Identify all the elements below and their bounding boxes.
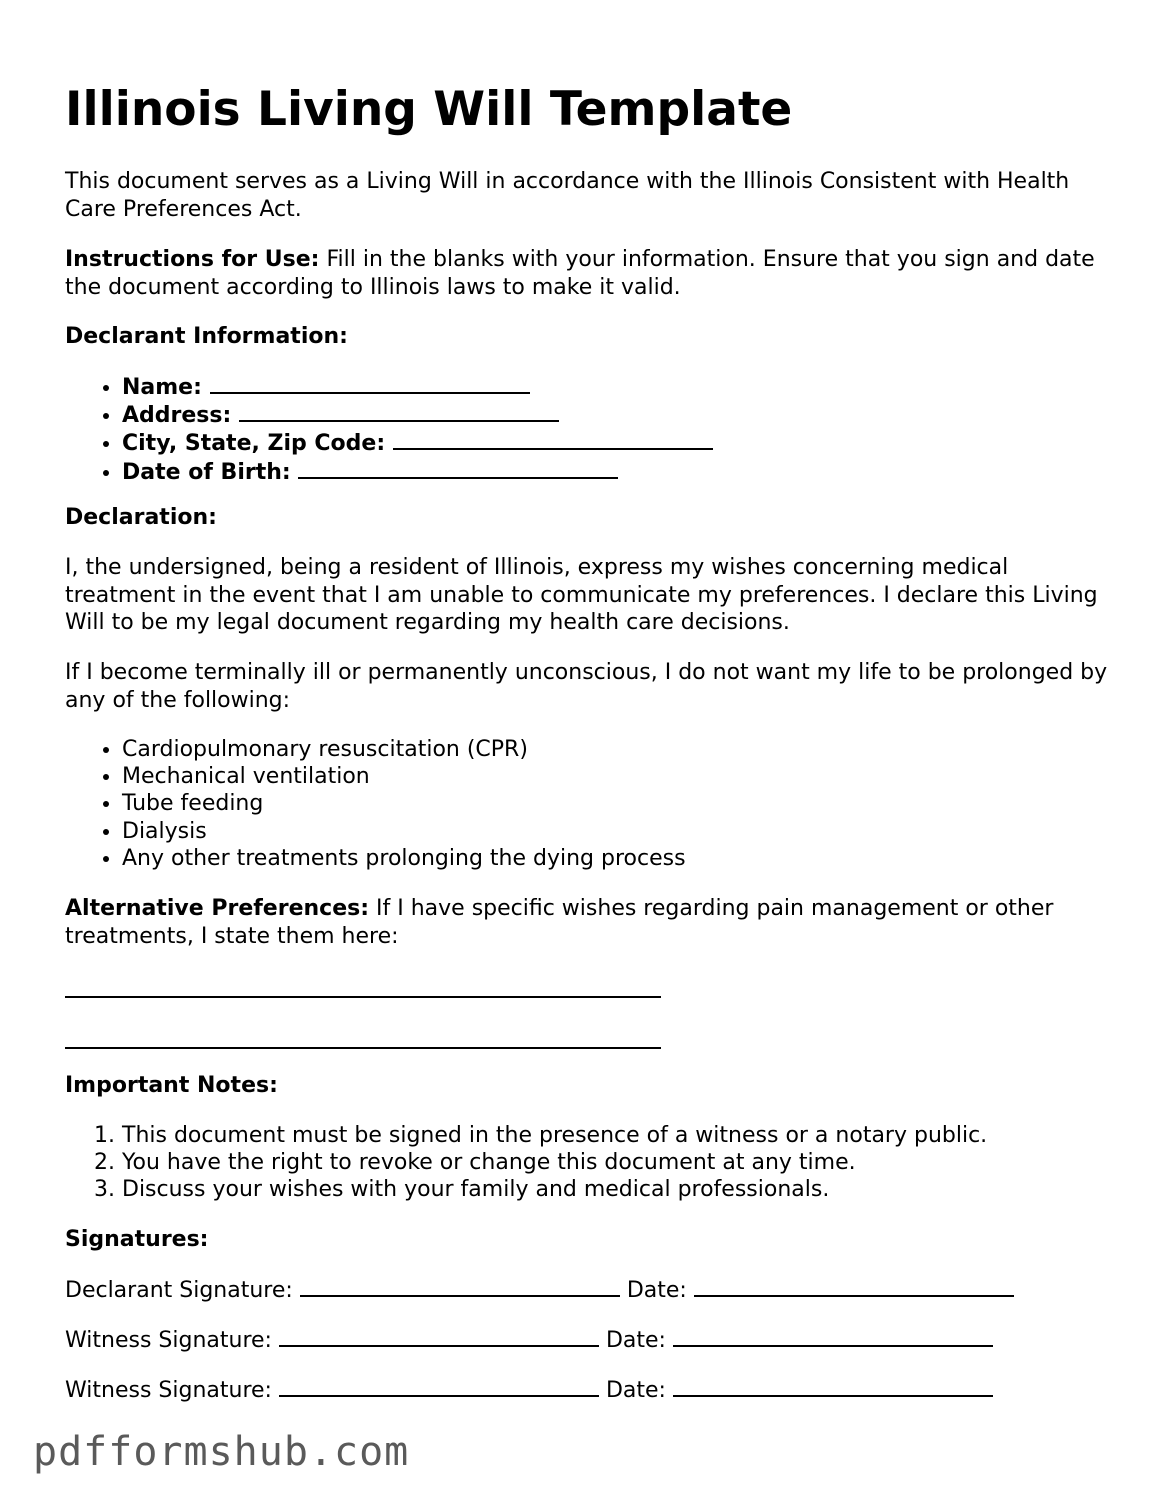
- declarant-heading-block: [65, 323, 1125, 351]
- city-state-zip-blank[interactable]: [393, 429, 713, 450]
- declaration-heading-block: [65, 504, 1125, 532]
- declarant-field-city-state-zip: [122, 429, 1125, 457]
- signatures-heading-block: [65, 1226, 1125, 1254]
- alternative-blank-2[interactable]: [65, 1047, 661, 1049]
- alternative-text: If I have specific wishes regarding pain management or other treatments, I state them here:: [65, 896, 1054, 949]
- declarant-signature-blank[interactable]: [300, 1276, 620, 1297]
- declaration-paragraph-1: [65, 554, 1125, 637]
- field-label: Name:: [122, 375, 202, 400]
- declarant-date-blank[interactable]: [694, 1276, 1014, 1297]
- witness-signature-row-1: [65, 1326, 993, 1355]
- declarant-fields: [65, 373, 1125, 486]
- intro-text: This document serves as a Living Will in accordance with the Illinois Consistent with Health Care Preferences Act.: [65, 169, 1070, 222]
- notes-heading: Important Notes:: [65, 1073, 278, 1098]
- instructions-paragraph: [65, 246, 1125, 301]
- field-label: Date of Birth:: [122, 459, 291, 485]
- treatment-item: • Cardiopulmonary resuscitation (CPR): [122, 736, 1125, 763]
- declaration-paragraph-2: [65, 659, 1125, 714]
- dob-blank[interactable]: [298, 458, 618, 479]
- watermark-text: pdfformshub.com: [33, 1429, 410, 1475]
- note-item: 2. You have the right to revoke or change this document at any time.: [122, 1149, 1125, 1176]
- note-item: 1. This document must be signed in the presence of a witness or a notary public.: [122, 1122, 1125, 1149]
- treatments-list: [65, 736, 1125, 872]
- address-blank[interactable]: [239, 401, 559, 422]
- alternative-label: Alternative Preferences:: [65, 896, 370, 921]
- signatures-heading: Signatures:: [65, 1227, 209, 1252]
- alternative-blank-1[interactable]: [65, 996, 661, 998]
- witness-signature-row-2: [65, 1376, 993, 1405]
- declaration-text-2: If I become terminally ill or permanently unconscious, I do not want my life to be prolonged by any of the following:: [65, 660, 1108, 713]
- instructions-text: Fill in the blanks with your information. Ensure that you sign and date the document according to Illinois laws to make it valid.: [65, 247, 1095, 300]
- document-title: Illinois Living Will Template: [65, 82, 793, 137]
- intro-paragraph: [65, 168, 1125, 223]
- declarant-field-address: [122, 401, 1125, 429]
- witness-1-date-blank[interactable]: [673, 1326, 993, 1347]
- treatment-item: • Any other treatments prolonging the dying process: [122, 845, 1125, 872]
- note-item: 3. Discuss your wishes with your family and medical professionals.: [122, 1176, 1125, 1203]
- name-blank[interactable]: [210, 373, 530, 394]
- signature-label: Declarant Signature:: [65, 1278, 293, 1303]
- declarant-signature-row: [65, 1276, 1014, 1305]
- field-label: Address:: [122, 403, 232, 429]
- notes-list: [65, 1122, 1125, 1204]
- alternative-paragraph: [65, 895, 1125, 950]
- treatment-item: • Mechanical ventilation: [122, 763, 1125, 790]
- witness-2-signature-blank[interactable]: [279, 1376, 599, 1397]
- declaration-heading: Declaration:: [65, 505, 217, 530]
- signature-label: Witness Signature:: [65, 1328, 272, 1353]
- signature-label: Witness Signature:: [65, 1378, 272, 1403]
- date-label: Date:: [605, 1378, 666, 1403]
- declaration-text-1: I, the undersigned, being a resident of Illinois, express my wishes concerning medical treatment in the event that I am unable to communicate my preferences. I declare this Living Will to be my legal document regarding my health care decisions.: [65, 555, 1098, 635]
- date-label: Date:: [605, 1328, 666, 1353]
- instructions-label: Instructions for Use:: [65, 247, 320, 272]
- date-label: Date:: [626, 1278, 687, 1303]
- witness-1-signature-blank[interactable]: [279, 1326, 599, 1347]
- notes-heading-block: [65, 1072, 1125, 1100]
- field-label: City, State, Zip Code:: [122, 431, 386, 457]
- declarant-heading: Declarant Information:: [65, 324, 348, 349]
- declarant-field-dob: [122, 458, 1125, 486]
- declarant-field-name: [122, 373, 1125, 401]
- witness-2-date-blank[interactable]: [673, 1376, 993, 1397]
- treatment-item: • Dialysis: [122, 818, 1125, 845]
- treatment-item: • Tube feeding: [122, 790, 1125, 817]
